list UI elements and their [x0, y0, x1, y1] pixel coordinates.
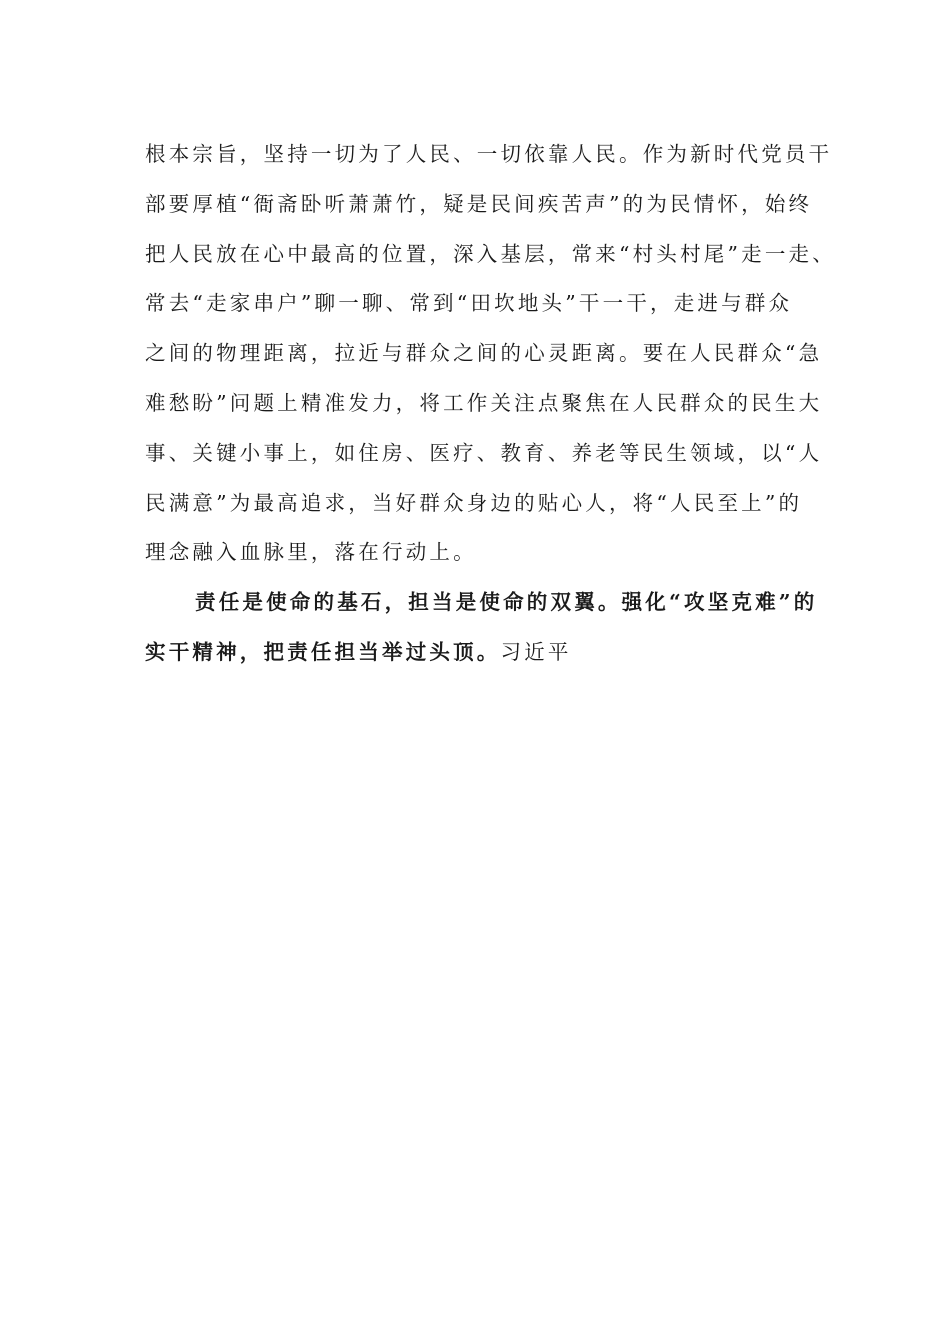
paragraph-2-trailing-text: 习近平	[500, 639, 572, 664]
paragraph-1-line-3: 把人民放在心中最高的位置，深入基层，常来“村头村尾”走一走、	[145, 241, 836, 266]
paragraph-1-line-9: 理念融入血脉里，落在行动上。	[145, 540, 477, 565]
paragraph-1-line-2: 部要厚植“衙斋卧听萧萧竹，疑是民间疾苦声”的为民情怀，始终	[145, 191, 813, 216]
paragraph-1-line-7: 事、关键小事上，如住房、医疗、教育、养老等民生领域，以“人	[145, 440, 823, 465]
paragraph-1-line-8: 民满意”为最高追求，当好群众身边的贴心人，将“人民至上”的	[145, 490, 803, 515]
document-body	[145, 130, 836, 678]
paragraph-1-line-6: 难愁盼”问题上精准发力，将工作关注点聚焦在人民群众的民生大	[145, 390, 823, 415]
paragraph-1-line-4: 常去“走家串户”聊一聊、常到“田坎地头”干一干，走进与群众	[145, 291, 793, 316]
paragraph-2-line-1: 责任是使命的基石，担当是使命的双翼。强化“攻坚克难”的	[195, 590, 818, 615]
paragraph-1-line-1: 根本宗旨，坚持一切为了人民、一切依靠人民。作为新时代党员干	[145, 142, 833, 166]
paragraph-2-line-2	[145, 628, 825, 678]
paragraph-1-line-5: 之间的物理距离，拉近与群众之间的心灵距离。要在人民群众“急	[145, 341, 823, 366]
paragraph-2-bold-text: 实干精神，把责任担当举过头顶。	[145, 639, 501, 664]
